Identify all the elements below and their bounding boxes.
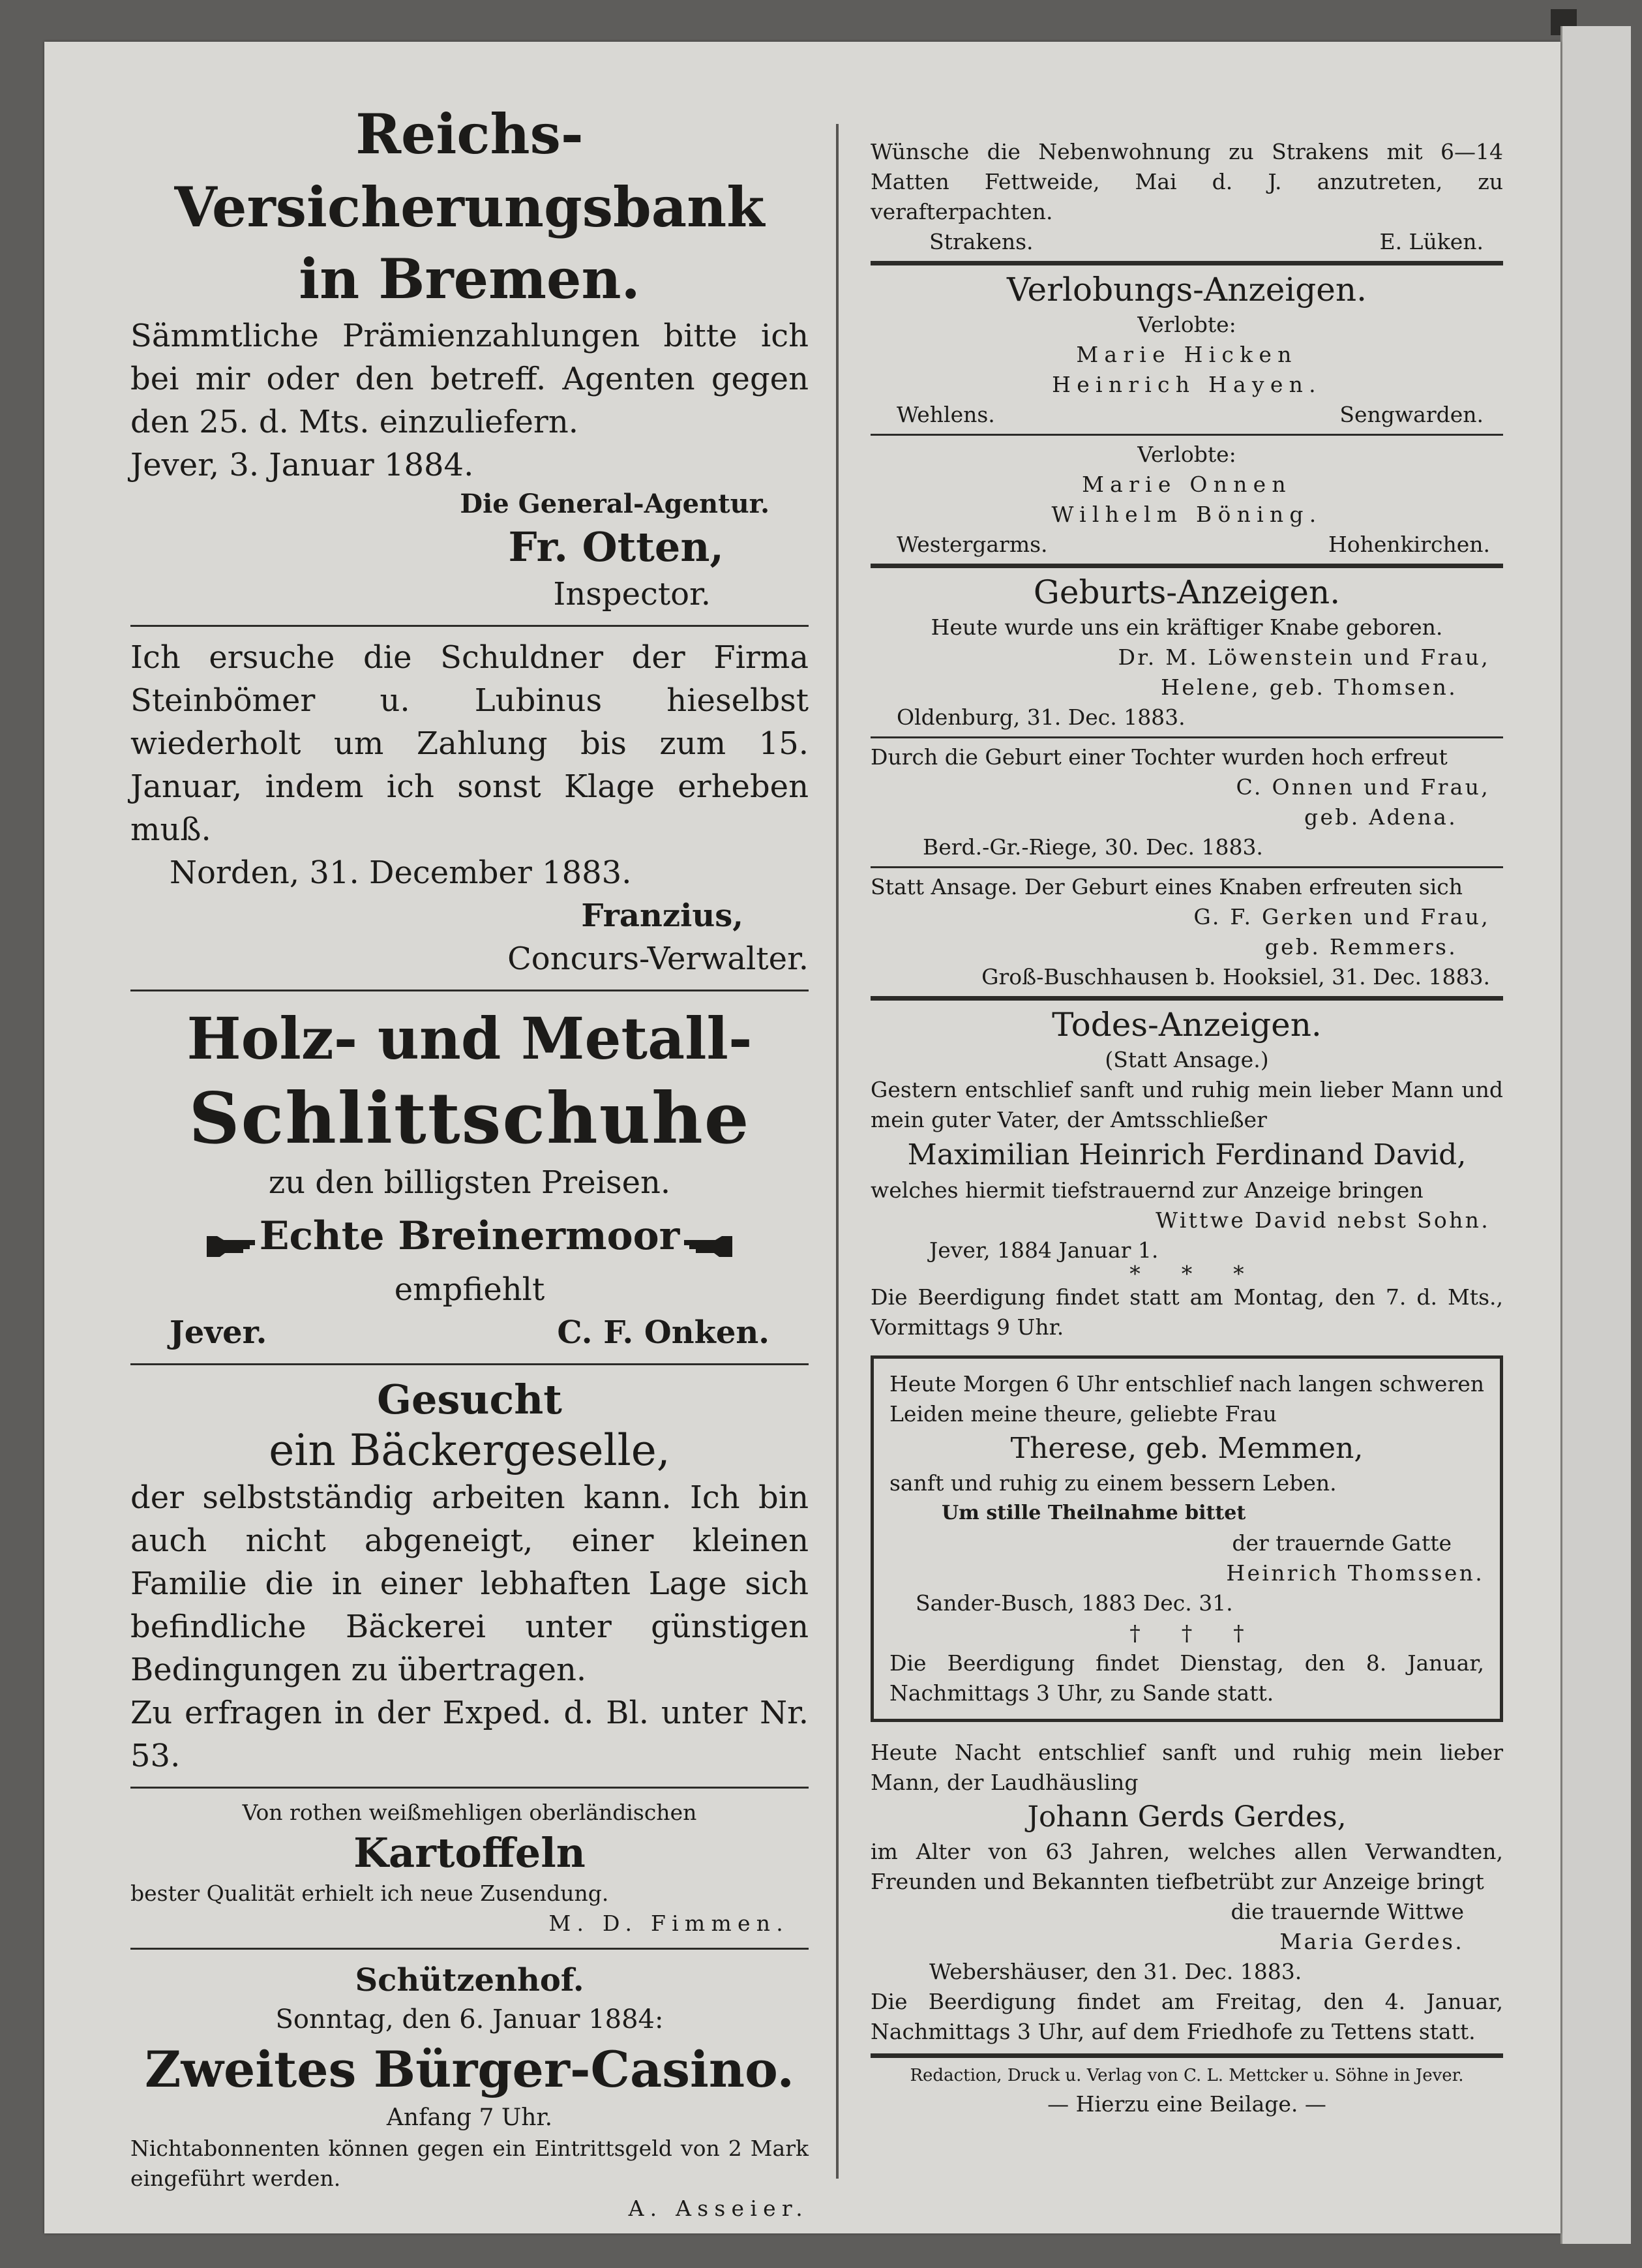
death2-text2: sanft und ruhig zu einem bessern Leben. bbox=[889, 1470, 1337, 1496]
death3-funeral: Die Beerdigung findet am Freitag, den 4. Januar, Nachmittags 3 Uhr, auf dem Friedhofe zu Tettens statt. bbox=[871, 1989, 1503, 2044]
death3-text2: im Alter von 63 Jahren, welches allen Verwandten, Freunden und Bekannten tiefbetrübt zur Anzeige bringt bbox=[871, 1839, 1503, 1894]
baker-inquiry: Zu erfragen in der Exped. d. Bl. unter Nr. 53. bbox=[130, 1695, 809, 1774]
engagements bbox=[871, 269, 1503, 560]
rule bbox=[871, 2053, 1503, 2058]
casino-title: Zweites Bürger-Casino. bbox=[145, 2040, 794, 2098]
death3-mourner-name: Maria Gerdes. bbox=[1279, 1929, 1464, 1954]
engage1-label: Verlobte: bbox=[1137, 312, 1236, 337]
death3-mourner: die trauernde Wittwe bbox=[1231, 1899, 1464, 1924]
ad-buerger-casino bbox=[130, 1959, 809, 2224]
lease-name: E. Lüken. bbox=[1379, 229, 1484, 254]
casino-venue: Schützenhof. bbox=[355, 1962, 584, 1999]
rule bbox=[871, 736, 1503, 738]
engage2-place1: Westergarms. bbox=[897, 532, 1048, 557]
death1-funeral: Die Beerdigung findet statt am Montag, den 7. d. Mts., Vormittags 9 Uhr. bbox=[871, 1284, 1503, 1340]
debt-place: Norden, 31. December 1883. bbox=[170, 854, 632, 891]
right-column bbox=[871, 137, 1503, 2119]
supplement-note: — Hierzu eine Beilage. — bbox=[1047, 2091, 1326, 2117]
casino-date: Sonntag, den 6. Januar 1884: bbox=[275, 2004, 664, 2034]
ad-schlittschuhe bbox=[130, 1001, 809, 1354]
skates-footer bbox=[130, 1311, 809, 1354]
bank-org: Die General-Agentur. bbox=[460, 489, 769, 519]
column-divider bbox=[836, 124, 839, 2179]
lease-footer bbox=[871, 227, 1503, 257]
engage1-name1: Marie Hicken bbox=[1076, 342, 1298, 367]
death1-family: Wittwe David nebst Sohn. bbox=[1156, 1207, 1490, 1233]
death2-crosses: † † † bbox=[1129, 1620, 1244, 1646]
death-title: Todes-Anzeigen. bbox=[1052, 1006, 1322, 1044]
debt-name: Franzius, bbox=[581, 898, 743, 934]
death3-place: Webershäuser, den 31. Dec. 1883. bbox=[929, 1959, 1302, 1984]
potato-text: bester Qualität erhielt ich neue Zusendung. bbox=[130, 1881, 609, 1906]
skates-place: Jever. bbox=[170, 1314, 267, 1351]
lease-place: Strakens. bbox=[929, 229, 1034, 254]
engage2-name1: Marie Onnen bbox=[1082, 472, 1292, 497]
baker-text: der selbstständig arbeiten kann. Ich bin auch nicht abgeneigt, einer kleinen Familie die in einer lebhaften Lage sich befindliche Bäckerei unter günstigen Bedingungen zu übertragen. bbox=[130, 1479, 809, 1688]
engage1-place1: Wehlens. bbox=[897, 402, 995, 427]
skates-seller: C. F. Onken. bbox=[557, 1314, 769, 1351]
death2-box bbox=[871, 1355, 1503, 1722]
birth3-name2: geb. Remmers. bbox=[1264, 934, 1457, 960]
skates-brand: Echte Breinermoor bbox=[259, 1213, 680, 1259]
birth1-name2: Helene, geb. Thomsen. bbox=[1161, 674, 1457, 700]
engage2-label: Verlobte: bbox=[1137, 442, 1236, 467]
next-page-edge bbox=[1560, 26, 1631, 2244]
rule bbox=[130, 990, 809, 991]
debt-text: Ich ersuche die Schuldner der Firma Steinbömer u. Lubinus hieselbst wiederholt um Zahlung bis zum 15. Januar, indem ich sonst Klage erheben muß. bbox=[130, 639, 809, 848]
lease-text: Wünsche die Nebenwohnung zu Strakens mit 6—14 Matten Fettweide, Mai d. J. anzutreten, zu verafterpachten. bbox=[871, 139, 1503, 224]
death1-name: Maximilian Heinrich Ferdinand David, bbox=[907, 1138, 1467, 1172]
deaths bbox=[871, 1005, 1503, 2047]
death2-place: Sander-Busch, 1883 Dec. 31. bbox=[916, 1590, 1233, 1616]
engage2-places bbox=[871, 530, 1503, 560]
casino-start: Anfang 7 Uhr. bbox=[386, 2104, 553, 2131]
ad-reichs-versicherungsbank bbox=[130, 98, 809, 616]
death2-request: Um stille Theilnahme bittet bbox=[942, 1502, 1246, 1524]
engage1-name2: Heinrich Hayen. bbox=[1052, 372, 1322, 397]
death-sub: (Statt Ansage.) bbox=[1105, 1047, 1269, 1072]
birth1-place: Oldenburg, 31. Dec. 1883. bbox=[897, 704, 1186, 730]
rule bbox=[871, 434, 1503, 436]
birth3-name1: G. F. Gerken und Frau, bbox=[1193, 904, 1490, 930]
death3-name: Johann Gerds Gerdes, bbox=[1027, 1800, 1347, 1834]
death1-stars: * * * bbox=[1129, 1261, 1244, 1286]
pointing-hand-icon bbox=[204, 1233, 256, 1260]
bank-role: Inspector. bbox=[553, 576, 711, 612]
birth1-text: Heute wurde uns ein kräftiger Knabe geboren. bbox=[931, 614, 1443, 640]
births bbox=[871, 572, 1503, 992]
imprint bbox=[871, 2062, 1503, 2119]
death2-mourner-name: Heinrich Thomssen. bbox=[1226, 1560, 1484, 1586]
skates-brand-row bbox=[130, 1211, 809, 1262]
rule bbox=[871, 261, 1503, 265]
rule bbox=[871, 996, 1503, 1001]
pointing-hand-icon bbox=[683, 1233, 735, 1260]
rule bbox=[871, 866, 1503, 868]
bank-place: Jever, 3. Januar 1884. bbox=[130, 447, 474, 483]
bank-title-2: in Bremen. bbox=[299, 247, 640, 311]
death2-mourner: der trauernde Gatte bbox=[1232, 1530, 1452, 1556]
ad-schuldner bbox=[130, 636, 809, 980]
death1-place: Jever, 1884 Januar 1. bbox=[929, 1237, 1159, 1263]
engage1-places bbox=[871, 400, 1503, 430]
birth2-place: Berd.-Gr.-Riege, 30. Dec. 1883. bbox=[923, 834, 1263, 860]
rule bbox=[130, 1787, 809, 1789]
engage1-place2: Sengwarden. bbox=[1339, 402, 1484, 427]
potato-seller: M. D. Fimmen. bbox=[548, 1911, 789, 1936]
death1-text2: welches hiermit tiefstrauernd zur Anzeige bringen bbox=[871, 1177, 1424, 1203]
death3-text: Heute Nacht entschlief sanft und ruhig mein lieber Mann, der Laudhäusling bbox=[871, 1740, 1503, 1795]
potato-intro: Von rothen weißmehligen oberländischen bbox=[242, 1800, 697, 1825]
baker-title-1: Gesucht bbox=[377, 1376, 562, 1423]
birth2-text: Durch die Geburt einer Tochter wurden hoch erfreut bbox=[871, 744, 1448, 770]
ad-nebenwohnung bbox=[871, 137, 1503, 257]
death1-text: Gestern entschlief sanft und ruhig mein lieber Mann und mein guter Vater, der Amtsschließer bbox=[871, 1077, 1503, 1132]
rule bbox=[871, 564, 1503, 568]
baker-title-2: ein Bäckergeselle, bbox=[269, 1425, 670, 1475]
ad-kartoffeln bbox=[130, 1798, 809, 1939]
rule bbox=[130, 1948, 809, 1950]
engage2-place2: Hohenkirchen. bbox=[1328, 532, 1490, 557]
engage2-name2: Wilhelm Böning. bbox=[1051, 502, 1322, 527]
casino-text: Nichtabonnenten können gegen ein Eintrittsgeld von 2 Mark eingeführt werden. bbox=[130, 2136, 809, 2191]
skates-line-3: zu den billigsten Preisen. bbox=[268, 1164, 671, 1201]
death2-name: Therese, geb. Memmen, bbox=[1010, 1432, 1364, 1465]
bank-name: Fr. Otten, bbox=[508, 523, 724, 571]
bank-title-1: Reichs-Versicherungsbank bbox=[174, 102, 765, 239]
death2-text: Heute Morgen 6 Uhr entschlief nach langen schweren Leiden meine theure, geliebte Frau bbox=[889, 1371, 1484, 1427]
birth3-text: Statt Ansage. Der Geburt eines Knaben erfreuten sich bbox=[871, 874, 1463, 900]
casino-sign: A. Asseier. bbox=[628, 2196, 809, 2221]
rule bbox=[130, 625, 809, 627]
skates-recommend: empfiehlt bbox=[394, 1271, 545, 1308]
death2-funeral: Die Beerdigung findet Dienstag, den 8. Januar, Nachmittags 3 Uhr, zu Sande statt. bbox=[889, 1650, 1484, 1706]
ad-baecker bbox=[130, 1374, 809, 1777]
imprint-text: Redaction, Druck u. Verlag von C. L. Mettcker u. Söhne in Jever. bbox=[910, 2066, 1464, 2085]
birth2-name2: geb. Adena. bbox=[1304, 804, 1457, 830]
birth1-name1: Dr. M. Löwenstein und Frau, bbox=[1118, 644, 1490, 670]
bank-text: Sämmtliche Prämienzahlungen bitte ich bei mir oder den betreff. Agenten gegen den 25. d. Mts. einzuliefern. bbox=[130, 318, 809, 440]
left-column bbox=[130, 98, 809, 2224]
rule bbox=[130, 1363, 809, 1365]
birth3-place: Groß-Buschhausen b. Hooksiel, 31. Dec. 1883. bbox=[981, 964, 1490, 990]
engage-title: Verlobungs-Anzeigen. bbox=[1006, 271, 1367, 309]
skates-line-2: Schlittschuhe bbox=[188, 1078, 751, 1160]
birth2-name1: C. Onnen und Frau, bbox=[1236, 774, 1490, 800]
birth-title: Geburts-Anzeigen. bbox=[1033, 573, 1341, 611]
potato-title: Kartoffeln bbox=[353, 1829, 586, 1877]
skates-line-1: Holz- und Metall- bbox=[187, 1005, 753, 1072]
debt-role: Concurs-Verwalter. bbox=[507, 941, 809, 977]
